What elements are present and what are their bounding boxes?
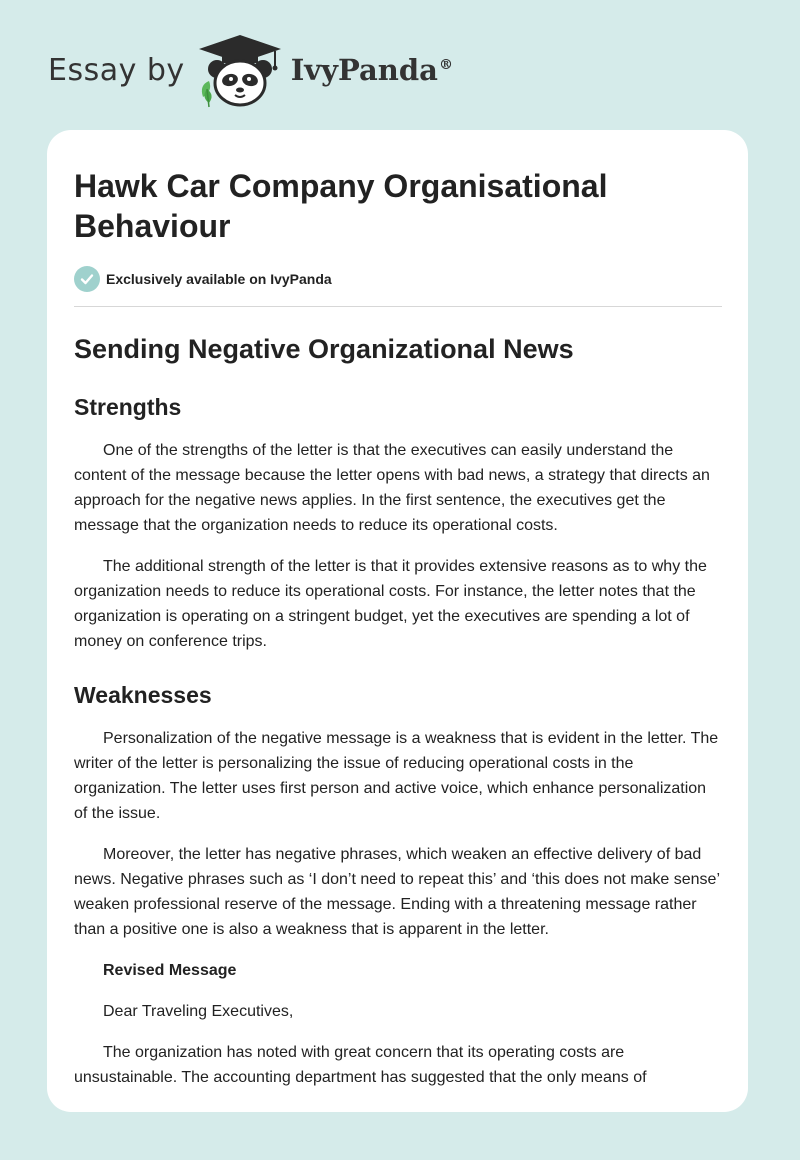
weaknesses-heading: Weaknesses xyxy=(74,682,212,708)
salutation: Dear Traveling Executives, xyxy=(103,1003,294,1020)
brand-name[interactable]: IvyPanda® xyxy=(290,53,453,87)
essay-card xyxy=(47,130,748,1112)
final-paragraph: The organization has noted with great concern that its operating costs are unsustainable. The accounting department has suggested that the only means of xyxy=(74,1044,647,1086)
exclusive-text: Exclusively available on IvyPanda xyxy=(106,271,332,287)
panda-graduation-cap-icon[interactable] xyxy=(197,31,283,109)
strengths-paragraph-2: The additional strength of the letter is that it provides extensive reasons as to why the organization needs to reduce its operational costs. For instance, the letter notes that the organization is operating on a stringent budget, yet the executives are spending a lot of money on conference trips. xyxy=(74,558,707,650)
weaknesses-paragraph-1: Personalization of the negative message is a weakness that is evident in the letter. The writer of the letter is personalizing the issue of reducing operational costs in the organization. The letter uses first person and active voice, which enhance personalization of the issue. xyxy=(74,730,719,822)
strengths-heading: Strengths xyxy=(74,394,182,420)
strengths-paragraph-1: One of the strengths of the letter is that the executives can easily understand the content of the message because the letter opens with bad news, a strategy that directs an approach for the negative news applies. In the first sentence, the executives get the message that the organization needs to reduce its operational costs. xyxy=(74,442,710,534)
section-heading: Sending Negative Organizational News xyxy=(74,334,574,364)
weaknesses-paragraph-2: Moreover, the letter has negative phrases, which weaken an effective delivery of bad news. Negative phrases such as ‘I don’t need to repeat this’ and ‘this does not make sense’ weaken professional reserve of the message. Ending with a threatening message rather than a positive one is also a weakness that is apparent in the letter. xyxy=(74,846,720,938)
page-title: Hawk Car Company Organisational Behaviour xyxy=(74,168,608,244)
exclusive-badge xyxy=(74,266,722,307)
essay-by-text: Essay by xyxy=(48,52,185,88)
registered-mark: ® xyxy=(438,57,453,74)
check-icon xyxy=(74,266,100,292)
site-header xyxy=(48,30,453,110)
revised-message-label: Revised Message xyxy=(103,962,237,979)
